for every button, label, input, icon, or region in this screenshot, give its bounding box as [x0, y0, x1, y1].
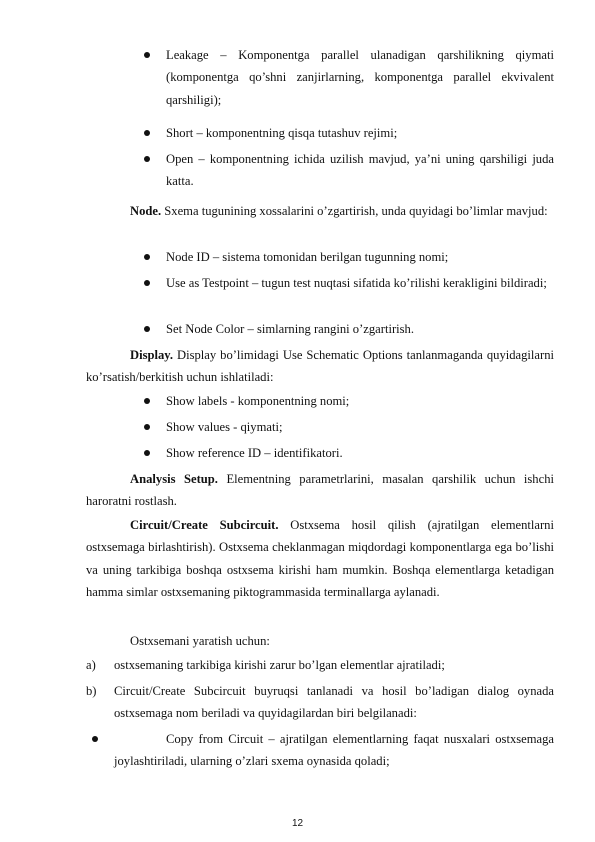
subcircuit-paragraph: Circuit/Create Subcircuit. Ostxsema hosil qilish (ajratilgan elementlarni ostxsemaga birlashtirish). Ostxsema cheklanmagan miqdordagi komponentlarga ega bo’lishi va uning tarkibiga boshqa ostxsema kirishi ham mumkin. Boshqa elementlarga ketadigan hamma simlar ostxsemaning piktogrammasida terminallarga aylanadi. — [86, 518, 554, 599]
steps-intro: Ostxsemani yaratish uchun: — [130, 634, 270, 648]
bullet-dot-icon — [144, 326, 150, 332]
bullet-show-reference: Show reference ID – identifikatori. — [166, 442, 554, 464]
bullet-dot-icon — [144, 450, 150, 456]
bullet-copy-from-circuit: Copy from Circuit – ajratilgan elementlarning faqat nusxalari ostxsemaga joylashtiriladi, ularning o’zlari sxema oynasida qoladi; — [114, 728, 554, 773]
step-b: b) Circuit/Create Subcircuit buyruqsi tanlanadi va hosil bo’ladigan dialog oynada ostxsemaga nom beriladi va quyidagilardan biri belgilanadi: — [114, 680, 554, 725]
bullet-dot-icon — [144, 156, 150, 162]
bullet-dot-icon — [92, 736, 98, 742]
bullet-testpoint: Use as Testpoint – tugun test nuqtasi sifatida ko’rilishi kerakligini bildiradi; — [166, 272, 554, 294]
subcircuit-heading: Circuit/Create Subcircuit. — [130, 518, 279, 532]
bullet-show-labels: Show labels - komponentning nomi; — [166, 390, 554, 412]
bullet-dot-icon — [144, 280, 150, 286]
bullet-dot-icon — [144, 52, 150, 58]
page-number: 12 — [291, 818, 304, 829]
bullet-short: Short – komponentning qisqa tutashuv rejimi; — [166, 122, 554, 144]
bullet-dot-icon — [144, 424, 150, 430]
bullet-dot-icon — [144, 254, 150, 260]
step-marker: b) — [86, 684, 97, 698]
bullet-node-id: Node ID – sistema tomonidan berilgan tugunning nomi; — [166, 246, 554, 268]
bullet-dot-icon — [144, 130, 150, 136]
step-a: a) ostxsemaning tarkibiga kirishi zarur bo’lgan elementlar ajratiladi; — [114, 654, 554, 676]
node-heading: Node. — [130, 204, 162, 218]
bullet-node-color: Set Node Color – simlarning rangini o’zgartirish. — [166, 318, 554, 340]
analysis-heading: Analysis Setup. — [130, 472, 218, 486]
bullet-show-values: Show values - qiymati; — [166, 416, 554, 438]
step-marker: a) — [86, 658, 96, 672]
display-heading: Display. — [130, 348, 174, 362]
bullet-open: Open – komponentning ichida uzilish mavjud, ya’ni uning qarshiligi juda katta. — [166, 148, 554, 193]
node-paragraph: Node. Sxema tugunining xossalarini o’zgartirish, unda quyidagi bo’limlar mavjud: — [130, 204, 548, 218]
bullet-leakage: Leakage – Komponentga parallel ulanadigan qarshilikning qiymati (komponentga qo’shni zanjirlarning, komponentga parallel ekvivalent qarshiligi); — [166, 44, 554, 111]
analysis-paragraph: Analysis Setup. Elementning parametrlarini, masalan qarshilik uchun ishchi haroratni rostlash. — [86, 472, 554, 509]
bullet-dot-icon — [144, 398, 150, 404]
display-paragraph: Display. Display bo’limidagi Use Schematic Options tanlanmaganda quyidagilarni ko’rsatish/berkitish uchun ishlatiladi: — [86, 348, 554, 385]
